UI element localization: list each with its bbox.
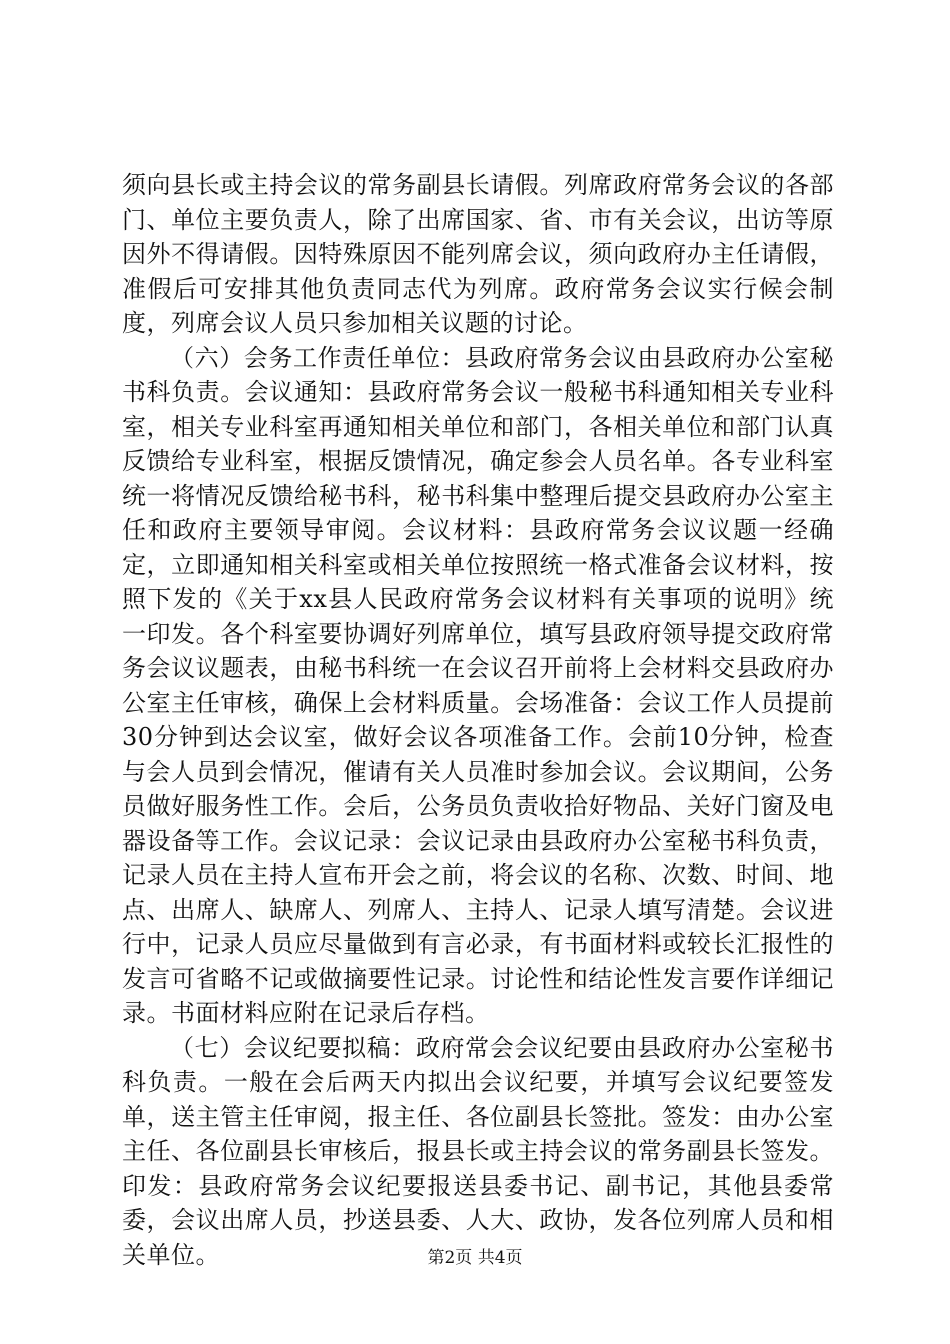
paragraph-continuation: 须向县长或主持会议的常务副县长请假。列席政府常务会议的各部门、单位主要负责人，除了出席国家、省、市有关会议，出访等原因外不得请假。因特殊原因不能列席会议，须向政府办主任请假，准假后可安排其他负责同志代为列席。政府常务会议实行候会制度，列席会议人员只参加相关议题的讨论。 [122,171,834,337]
document-body [122,168,834,1272]
paragraph-section-six: （六）会务工作责任单位：县政府常务会议由县政府办公室秘书科负责。会议通知：县政府常务会议一般秘书科通知相关专业科室，相关专业科室再通知相关单位和部门，各相关单位和部门认真反馈给专业科室，根据反馈情况，确定参会人员名单。各专业科室统一将情况反馈给秘书科，秘书科集中整理后提交县政府办公室主任和政府主要领导审阅。会议材料：县政府常务会议议题一经确定，立即通知相关科室或相关单位按照统一格式准备会议材料，按照下发的《关于xx县人民政府常务会议材料有关事项的说明》统一印发。各个科室要协调好列席单位，填写县政府领导提交政府常务会议议题表，由秘书科统一在会议召开前将上会材料交县政府办公室主任审核，确保上会材料质量。会场准备：会议工作人员提前30分钟到达会议室，做好会议各项准备工作。会前10分钟，检查与会人员到会情况，催请有关人员准时参加会议。会议期间，公务员做好服务性工作。会后，公务员负责收拾好物品、关好门窗及电器设备等工作。会议记录：会议记录由县政府办公室秘书科负责，记录人员在主持人宣布开会之前，将会议的名称、次数、时间、地点、出席人、缺席人、列席人、主持人、记录人填写清楚。会议进行中，记录人员应尽量做到有言必录，有书面材料或较长汇报性的发言可省略不记或做摘要性记录。讨论性和结论性发言要作详细记录。书面材料应附在记录后存档。 [122,343,834,1027]
page-number-footer: 第2页 共4页 [427,1248,523,1268]
paragraph-section-seven: （七）会议纪要拟稿：政府常会会议纪要由县政府办公室秘书科负责。一般在会后两天内拟出会议纪要，并填写会议纪要签发单，送主管主任审阅，报主任、各位副县长签批。签发：由办公室主任、各位副县长审核后，报县长或主持会议的常务副县长签发。印发：县政府常务会议纪要报送县委书记、副书记，其他县委常委，会议出席人员，抄送县委、人大、政协，发各位列席人员和相关单位。 [122,1033,834,1269]
